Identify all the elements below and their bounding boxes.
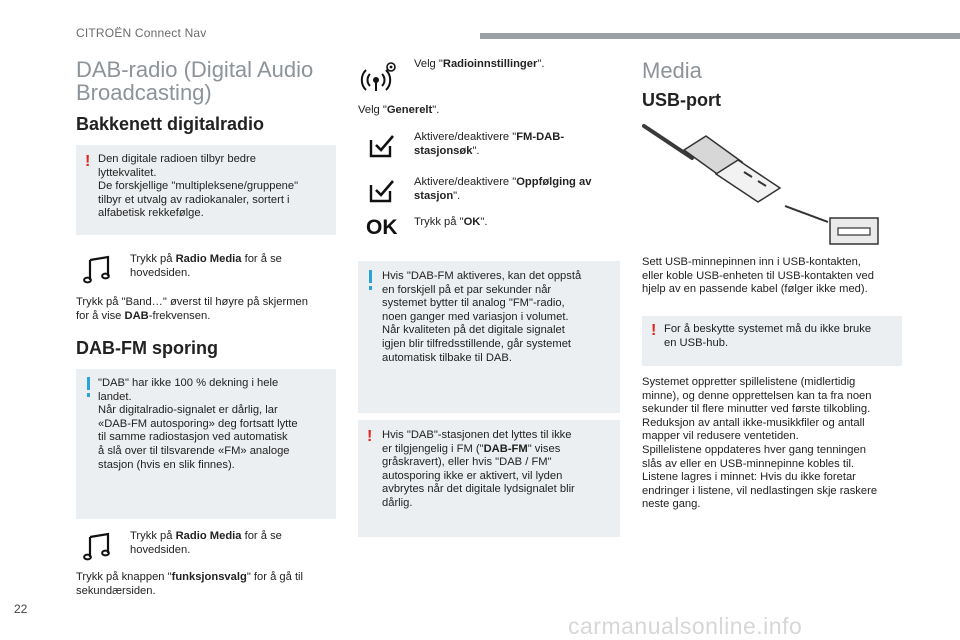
warning-icon: ! (651, 322, 657, 339)
text-line: endringer i listene, vil nedlastingen skje raskere (642, 484, 878, 497)
text-line: eller koble USB-enheten til USB-kontakten ved (642, 269, 874, 282)
heading-dab-fm: DAB-FM sporing (76, 338, 218, 358)
text-fragment: Trykk på (130, 530, 176, 542)
info-box-dab-fm-activate (358, 261, 620, 413)
text-line: hovedsiden. (130, 543, 191, 556)
warning-text (382, 429, 616, 511)
text-line: hjelp av en passende kabel (følger ikke med). (642, 283, 868, 296)
text-line: mapper vil redusere ventetiden. (642, 430, 799, 443)
info-icon-dot (87, 393, 90, 397)
text-line: sekunder til flere minutter ved første tilkobling. (642, 403, 871, 416)
text-bold: FM-DAB- (516, 131, 565, 143)
step-station-follow (414, 176, 591, 203)
text-fragment: ". (432, 104, 440, 116)
text-fragment: Trykk på (130, 253, 176, 265)
warning-icon: ! (85, 153, 91, 170)
text-fragment: ". (472, 144, 480, 157)
info-box-dab-fm (76, 369, 336, 519)
text-fragment: Aktivere/deaktivere " (414, 176, 517, 188)
text-line: Trykk på "Band…" øverst til høyre på skjermen (76, 296, 308, 308)
text-line: å slå over til tilsvarende «FM» analoge (98, 444, 290, 457)
warning-text (98, 153, 334, 221)
text-line: Hvis "DAB-FM aktiveres, kan det oppstå (382, 270, 582, 282)
function-select-instruction (76, 571, 303, 598)
text-line: stasjon (hvis en slik finnes). (98, 458, 235, 471)
band-instruction (76, 296, 308, 323)
text-bold: DAB (124, 309, 149, 322)
text-bold: OK (463, 216, 481, 228)
usb-intro-text (642, 256, 874, 297)
text-fragment: Aktivere/deaktivere " (414, 131, 517, 143)
checkbox-tick-icon (368, 133, 398, 163)
watermark: carmanualsonline.info (568, 613, 803, 639)
step-radio-settings (414, 58, 544, 72)
text-fragment: -frekvensen. (148, 309, 211, 322)
text-line: en forskjell på et par sekunder når (382, 283, 552, 296)
text-bold: Radio Media (175, 530, 242, 542)
text-fragment: Trykk på knappen " (76, 571, 172, 583)
text-fragment: ". (453, 189, 461, 202)
text-line: igjen blir tilfredsstillende, går systemet (382, 337, 572, 350)
text-bold: funksjonsvalg (171, 571, 247, 583)
text-fragment: " for å gå til (246, 571, 304, 583)
info-icon-dot (369, 286, 372, 290)
warning-box-usb-hub (642, 316, 902, 366)
text-line: Reduksjon av antall ikke-musikkfiler og antall (642, 416, 865, 429)
checkbox-tick-icon (368, 178, 398, 208)
step-radio-media-2 (130, 530, 282, 557)
text-fragment: Trykk på " (414, 216, 464, 228)
text-bold: stasjon (414, 189, 454, 202)
text-fragment: Velg " (414, 58, 443, 70)
text-line: gråskravert), eller hvis "DAB / FM" (382, 456, 552, 469)
text-line: hovedsiden. (130, 266, 191, 279)
text-line: til samme radiostasjon ved automatisk (98, 431, 288, 444)
usb-socket-icon (830, 218, 878, 244)
text-bold: Radioinnstillinger (442, 58, 538, 70)
text-line: De forskjellige "multipleksene/gruppene" (98, 180, 299, 193)
text-line: For å beskytte systemet må du ikke bruke (664, 323, 872, 335)
text-line: «DAB-FM autosporing» deg fortsatt lytte (98, 417, 298, 430)
text-line: tilbyr et utvalg av radiokanaler, sortert i (98, 193, 290, 206)
page-number: 22 (14, 602, 28, 616)
text-line: avbrytes når det digitale lydsignalet blir (382, 483, 575, 496)
text-fragment: for å vise (76, 309, 125, 322)
heading-usb-port: USB-port (642, 90, 721, 110)
info-text (382, 270, 616, 365)
text-fragment: er tilgjengelig i FM (" (382, 442, 484, 455)
text-bold: Radio Media (175, 253, 242, 265)
music-note-icon (82, 531, 112, 561)
text-bold: DAB-FM (483, 442, 528, 455)
text-bold: Generelt (386, 104, 433, 116)
text-line: Den digitale radioen tilbyr bedre (98, 153, 256, 165)
text-line: neste gang. (642, 498, 701, 511)
text-line: automatisk tilbake til DAB. (382, 351, 512, 364)
music-note-icon (82, 254, 112, 284)
text-line: "DAB" har ikke 100 % dekning i hele (98, 377, 279, 389)
text-line: Spillelistene oppdateres hver gang tenningen (642, 443, 866, 456)
info-icon (369, 270, 372, 283)
page-title-line-1: DAB-radio (Digital Audio (76, 57, 314, 82)
text-bold: stasjonsøk (414, 144, 473, 157)
page-title (76, 58, 313, 104)
text-fragment: for å se (241, 530, 282, 542)
text-line: lyttekvalitet. (98, 166, 157, 179)
text-line: systemet bytter til analog "FM"-radio, (382, 297, 565, 310)
text-fragment: ". (537, 58, 545, 70)
text-line: Listene lagres i minnet: Hvis du ikke foretar (642, 471, 856, 484)
text-line: Systemet oppretter spillelistene (midlertidig (642, 376, 856, 388)
info-text (98, 377, 334, 472)
text-line: alfabetisk rekkefølge. (98, 207, 204, 220)
warning-icon: ! (367, 428, 373, 445)
ok-icon: OK (366, 216, 398, 239)
step-general (358, 104, 439, 118)
text-line: slås av eller en USB-minnepinne kobles til. (642, 457, 855, 470)
text-line: noen ganger med variasjon i volumet. (382, 310, 569, 323)
text-fragment: Velg " (358, 104, 387, 116)
warning-box-dab (76, 145, 336, 235)
step-ok (414, 216, 487, 230)
text-line: dårlig. (382, 496, 413, 509)
text-fragment: ". (480, 216, 488, 228)
text-fragment: for å se (241, 253, 282, 265)
text-line: landet. (98, 390, 132, 403)
info-icon (87, 377, 90, 390)
text-bold: Oppfølging av (516, 176, 592, 188)
heading-bakkenett: Bakkenett digitalradio (76, 114, 265, 134)
usb-body-text (642, 376, 877, 512)
text-line: en USB-hub. (664, 336, 729, 349)
text-line: Når kvaliteten på det digitale signalet (382, 324, 565, 337)
text-line: Når digitalradio-signalet er dårlig, lar (98, 404, 278, 417)
step-radio-media-1 (130, 253, 282, 280)
text-line: Sett USB-minnepinnen inn i USB-kontakten, (642, 256, 861, 268)
manual-header: CITROËN Connect Nav (76, 26, 207, 40)
radio-settings-icon (364, 60, 398, 94)
section-title-media: Media (642, 58, 702, 83)
text-line: sekundærsiden. (76, 584, 156, 597)
page-title-line-2: Broadcasting) (76, 80, 212, 105)
header-divider (480, 33, 960, 39)
text-fragment: " vises (527, 442, 561, 455)
step-fm-dab-search (414, 131, 564, 158)
text-line: autosporing ikke er aktivert, vil lyden (382, 469, 563, 482)
text-line: minne), og denne opprettelsen kan ta fra noen (642, 389, 872, 402)
warning-text (664, 323, 900, 350)
warning-box-dab-unavailable (358, 420, 620, 537)
text-line: Hvis "DAB"-stasjonen det lyttes til ikke (382, 429, 572, 441)
